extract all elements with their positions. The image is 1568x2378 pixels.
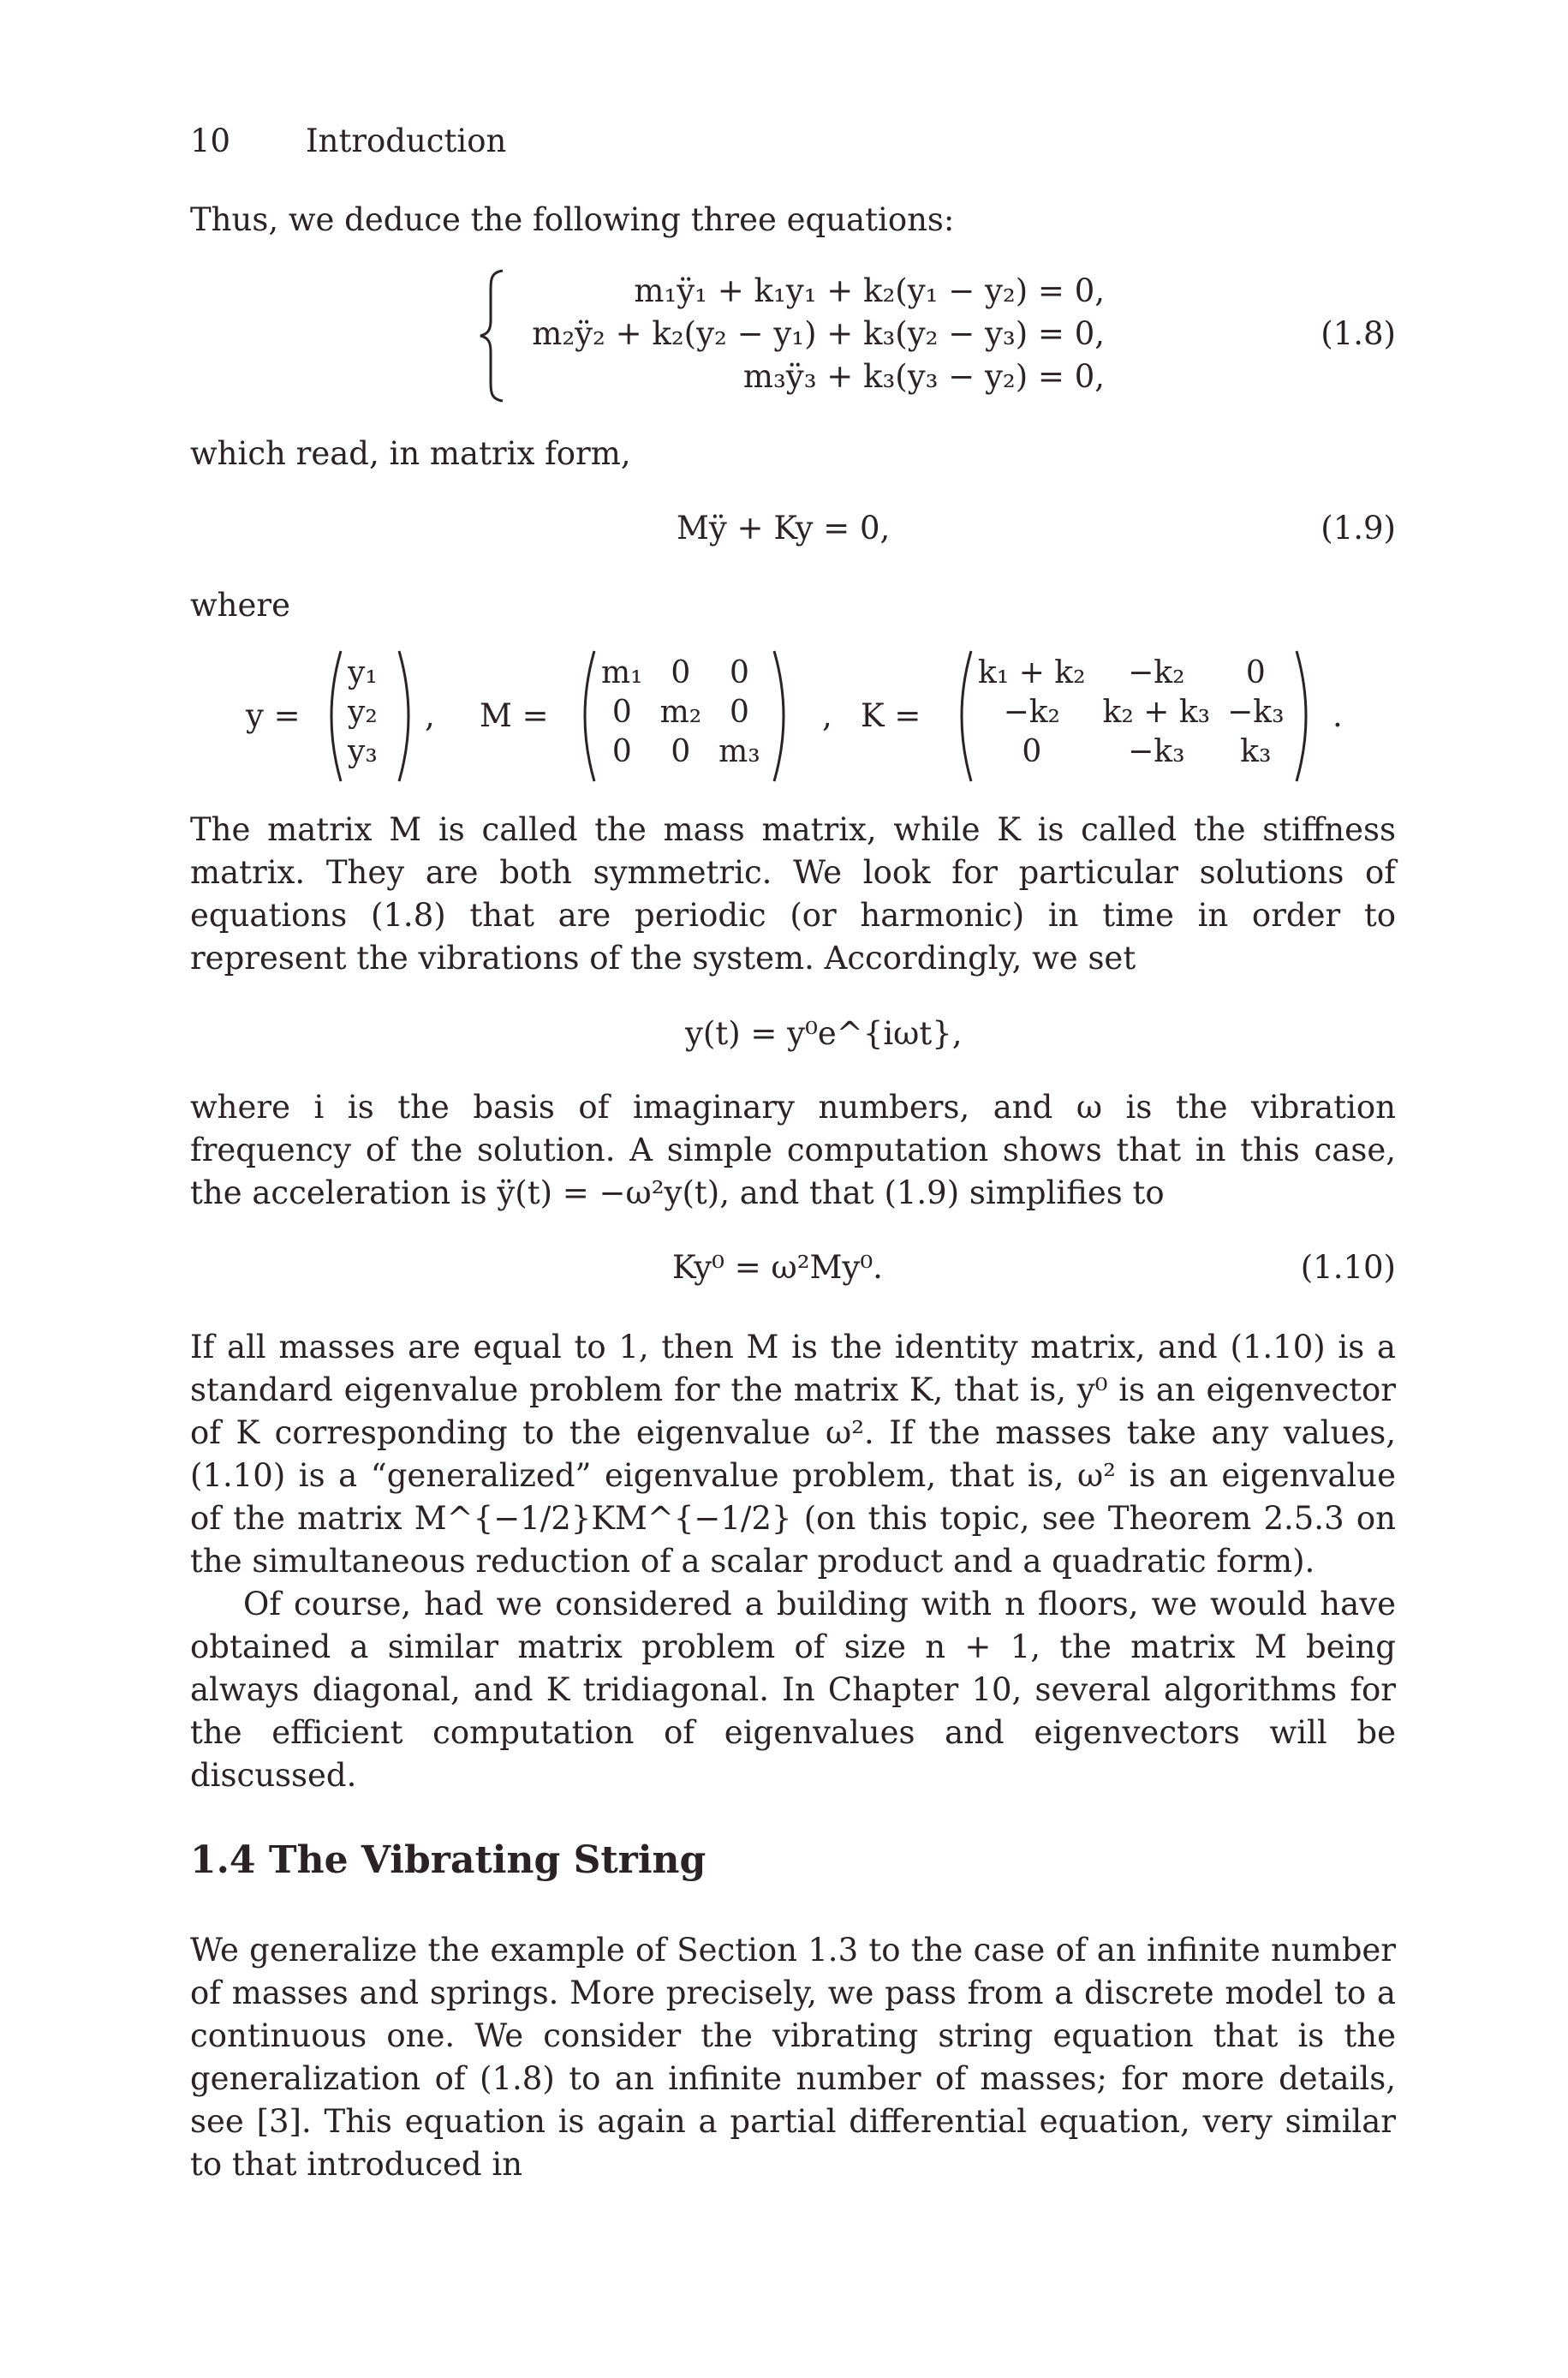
K-lhs: K = (861, 697, 921, 734)
paragraph-of-course-text: Of course, had we considered a building with n floors, we would have obtained a similar matrix problem of size n + 1, the matrix M being always diagonal, and K tridiagonal. In Chapter 10, several algorithms for the efficient computation of eigenvalues and eigenvectors will be discussed. (190, 1586, 1396, 1794)
y-entry: y₂ (348, 694, 378, 730)
K-entry: 0 (1245, 654, 1266, 690)
K-entry: −k₃ (1227, 694, 1285, 730)
K-entry: −k₂ (1128, 654, 1185, 690)
M-entry: 0 (729, 694, 749, 730)
M-entry: 0 (729, 654, 749, 690)
paragraph-masses (190, 1326, 1396, 1583)
M-entry: m₃ (718, 733, 760, 769)
equation-yt: y(t) = y⁰e^{iωt}, (685, 1015, 963, 1052)
K-entry: k₃ (1240, 733, 1272, 769)
left-brace (475, 267, 510, 404)
y-lhs: y = (246, 697, 301, 734)
K-right-paren (1293, 648, 1319, 785)
M-entry: 0 (611, 733, 632, 769)
K-matrix (969, 653, 1293, 771)
paragraph-vibrating-string (190, 1929, 1396, 2186)
paragraph-of-course (190, 1583, 1396, 1797)
page-number: 10 (190, 122, 231, 159)
intro-line: Thus, we deduce the following three equations: (190, 201, 955, 238)
paragraph-mass-matrix-text: The matrix M is called the mass matrix, while K is called the stiffness matrix. They are both symmetric. We look for particular solutions of equations (1.8) that are periodic (or harmonic) in time in order to represent the vibrations of the system. Accordingly, we set (190, 811, 1396, 977)
M-entry: 0 (611, 694, 632, 730)
equation-1-9: Mÿ + Ky = 0, (677, 510, 891, 547)
matrix-form-line: which read, in matrix form, (190, 435, 631, 472)
running-title: Introduction (306, 122, 507, 159)
equation-1-10: Ky⁰ = ω²My⁰. (672, 1249, 883, 1286)
paragraph-imaginary (190, 1086, 1396, 1215)
K-entry: −k₃ (1128, 733, 1185, 769)
system-line-1: m₁ÿ₁ + k₁y₁ + k₂(y₁ − y₂) = 0, (634, 272, 1105, 309)
section-heading: 1.4 The Vibrating String (190, 1838, 706, 1882)
paragraph-mass-matrix (190, 809, 1396, 980)
M-entry: m₁ (601, 654, 643, 690)
K-entry: −k₂ (1003, 694, 1060, 730)
K-entry: k₁ + k₂ (978, 654, 1086, 690)
where-text: where (190, 587, 290, 624)
paragraph-vibrating-string-text: We generalize the example of Section 1.3 to the case of an infinite number of masses and springs. More precisely, we pass from a discrete model to a continuous one. We consider the vibrating string equation that is the generalization of (1.8) to an infinite number of masses; for more details, see [3]. This equation is again a partial differential equation, very similar to that introduced in (190, 1932, 1396, 2183)
paragraph-imaginary-text: where i is the basis of imaginary numbers, and ω is the vibration frequency of the solution. A simple computation shows that in this case, the acceleration is ÿ(t) = −ω²y(t), and that (1.9) simplifies to (190, 1089, 1396, 1211)
M-matrix (593, 653, 769, 771)
M-entry: 0 (671, 733, 691, 769)
M-entry: 0 (671, 654, 691, 690)
comma-sep: , (822, 697, 832, 734)
equation-label-1-10: (1.10) (1300, 1249, 1396, 1286)
paragraph-masses-text: If all masses are equal to 1, then M is the identity matrix, and (1.10) is a standard eigenvalue problem for the matrix K, that is, y⁰ is an eigenvector of K corresponding to the eigenvalue ω². If the masses take any values, (1.10) is a “generalized” eigenvalue problem, that is, ω² is an eigenvalue of the matrix M^{−1/2}KM^{−1/2} (on this topic, see Theorem 2.5.3 on the simultaneous reduction of a scalar product and a quadratic form). (190, 1329, 1396, 1580)
system-line-2: m₂ÿ₂ + k₂(y₂ − y₁) + k₃(y₂ − y₃) = 0, (532, 315, 1105, 352)
y-entry: y₁ (348, 654, 378, 690)
matrix-end-period: . (1333, 697, 1343, 734)
K-entry: 0 (1022, 733, 1042, 769)
system-line-3: m₃ÿ₃ + k₃(y₃ − y₂) = 0, (742, 358, 1105, 395)
y-vector (339, 653, 386, 771)
M-lhs: M = (480, 697, 549, 734)
y-right-paren (396, 648, 421, 785)
y-entry: y₃ (348, 733, 378, 769)
M-right-paren (771, 648, 796, 785)
K-entry: k₂ + k₃ (1102, 694, 1211, 730)
equation-label-1-9: (1.9) (1321, 510, 1396, 547)
comma-sep: , (425, 697, 435, 734)
M-entry: m₂ (659, 694, 702, 730)
equation-label-1-8: (1.8) (1321, 315, 1396, 352)
